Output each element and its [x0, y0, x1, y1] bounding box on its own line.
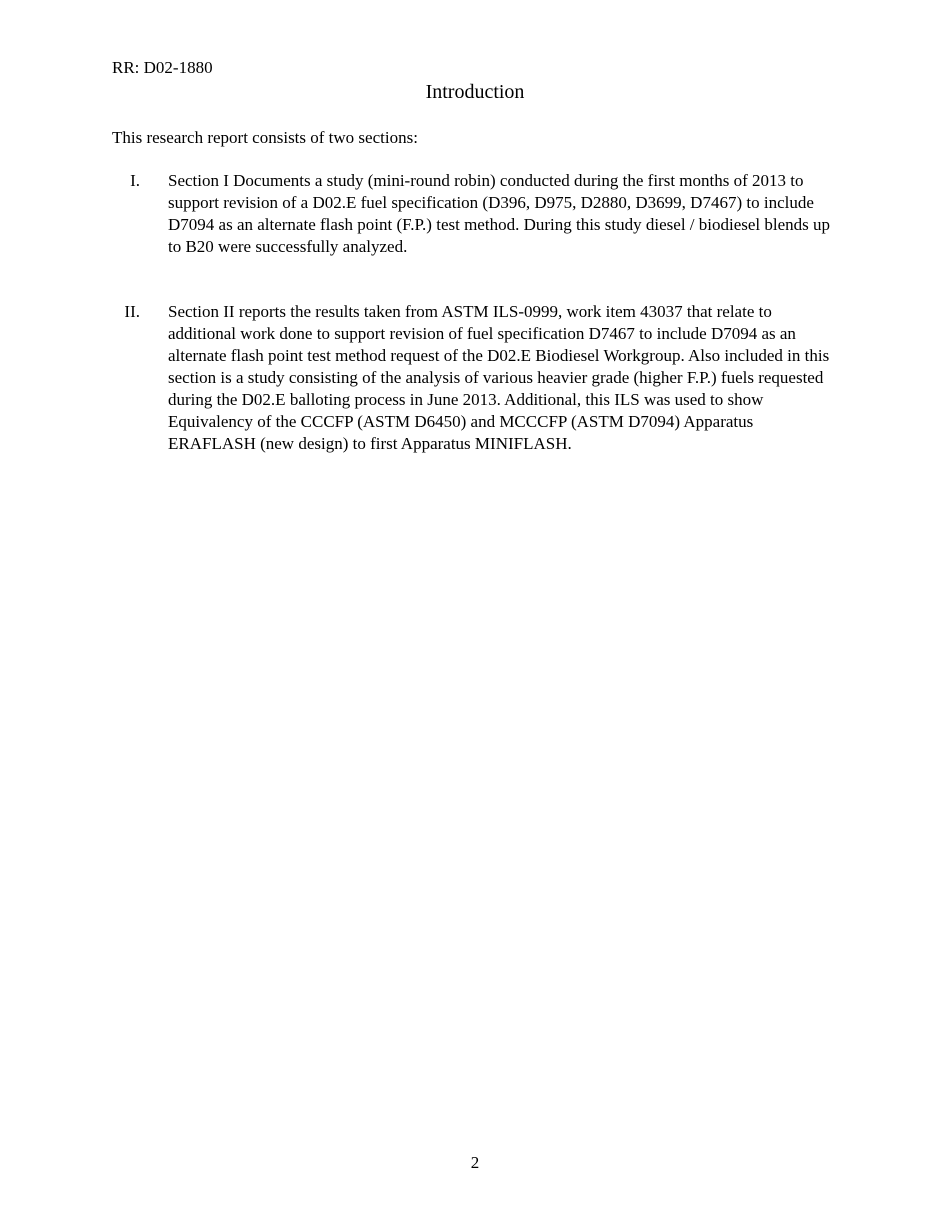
section-numeral: II. [124, 302, 140, 321]
page-title: Introduction [425, 81, 525, 103]
section-numeral: I. [130, 171, 140, 190]
document-id: RR: D02-1880 [112, 58, 213, 77]
section-text: Section I Documents a study (mini-round robin) conducted during the first months of 2013 to support revision of a D02.E fuel specification (D396, D975, D2880, D3699, D7467) to include D7094 as an alternate flash point (F.P.) test method. During this study diesel / biodiesel blends up to B20 were successfully analyzed. [168, 171, 831, 256]
section-item-2 [112, 301, 840, 455]
section-text: Section II reports the results taken from ASTM ILS-0999, work item 43037 that relate to additional work done to support revision of fuel specification D7467 to include D7094 as an alternate flash point test method request of the D02.E Biodiesel Workgroup. Also included in this section is a study consisting of the analysis of various heavier grade (higher F.P.) fuels requested during the D02.E balloting process in June 2013. Additional, this ILS was used to show Equivalency of the CCCFP (ASTM D6450) and MCCCFP (ASTM D7094) Apparatus ERAFLASH (new design) to first Apparatus MINIFLASH. [168, 302, 830, 453]
intro-paragraph: This research report consists of two sections: [112, 128, 418, 147]
page-number: 2 [470, 1153, 480, 1172]
section-item-1 [112, 170, 840, 258]
